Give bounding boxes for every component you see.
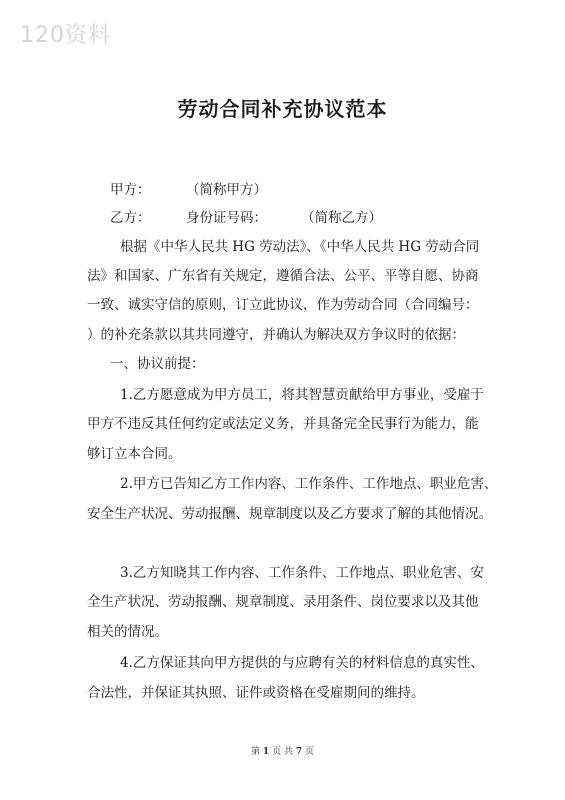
footer-total-pages: 7	[295, 747, 303, 757]
paragraph-line: 甲方不违反其任何约定或法定义务，并具备完全民事行为能力，能	[87, 416, 479, 432]
paragraph-line: 安全生产状况、劳动报酬、规章制度以及乙方要求了解的其他情况。	[87, 506, 492, 522]
party-b-label: 乙方：	[110, 210, 151, 226]
paragraph-line: 全生产状况、劳动报酬、规章制度、录用条件、岗位要求以及其他	[87, 594, 479, 610]
paragraph-line: 2.甲方已告知乙方工作内容、工作条件、工作地点、职业危害、	[120, 476, 498, 492]
party-a-short-name: （简称甲方）	[186, 182, 267, 198]
document-title: 劳动合同补充协议范本	[177, 97, 388, 121]
party-a-label: 甲方：	[110, 182, 151, 198]
footer-mid: 页 共	[272, 747, 293, 757]
paragraph-line: 够订立本合同。	[87, 446, 182, 462]
party-b-short-name: （简称乙方）	[301, 210, 382, 226]
watermark: 120资料	[20, 23, 111, 48]
paragraph-line: 4.乙方保证其向甲方提供的与应聘有关的材料信息的真实性、	[120, 655, 484, 671]
paragraph-line: 法》和国家、广东省有关规定，遵循合法、公平、平等自愿、协商	[87, 268, 479, 284]
paragraph-line: 1.乙方愿意成为甲方员工，将其智慧贡献给甲方事业，受雇于	[120, 387, 484, 403]
paragraph-line: 一致、诚实守信的原则，订立此协议，作为劳动合同（合同编号：	[87, 297, 479, 313]
paragraph-line: 相关的情况。	[87, 624, 168, 640]
page-footer	[0, 744, 565, 757]
paragraph-line: 合法性，并保证其执照、证件或资格在受雇期间的维持。	[87, 685, 425, 701]
paragraph-line: 根据《中华人民共 HG 劳动法》、《中华人民共 HG 劳动合同	[120, 239, 480, 255]
footer-suffix: 页	[304, 747, 314, 757]
footer-prefix: 第	[251, 747, 261, 757]
paragraph-line: 3.乙方知晓其工作内容、工作条件、工作地点、职业危害、安	[120, 565, 484, 581]
paragraph-line: ）的补充条款以其共同遵守，并确认为解决双方争议时的依据：	[87, 327, 465, 343]
section-heading: 一、协议前提：	[110, 356, 205, 372]
footer-page-number: 1	[262, 747, 270, 757]
party-b-id-label: 身份证号码：	[186, 210, 267, 226]
